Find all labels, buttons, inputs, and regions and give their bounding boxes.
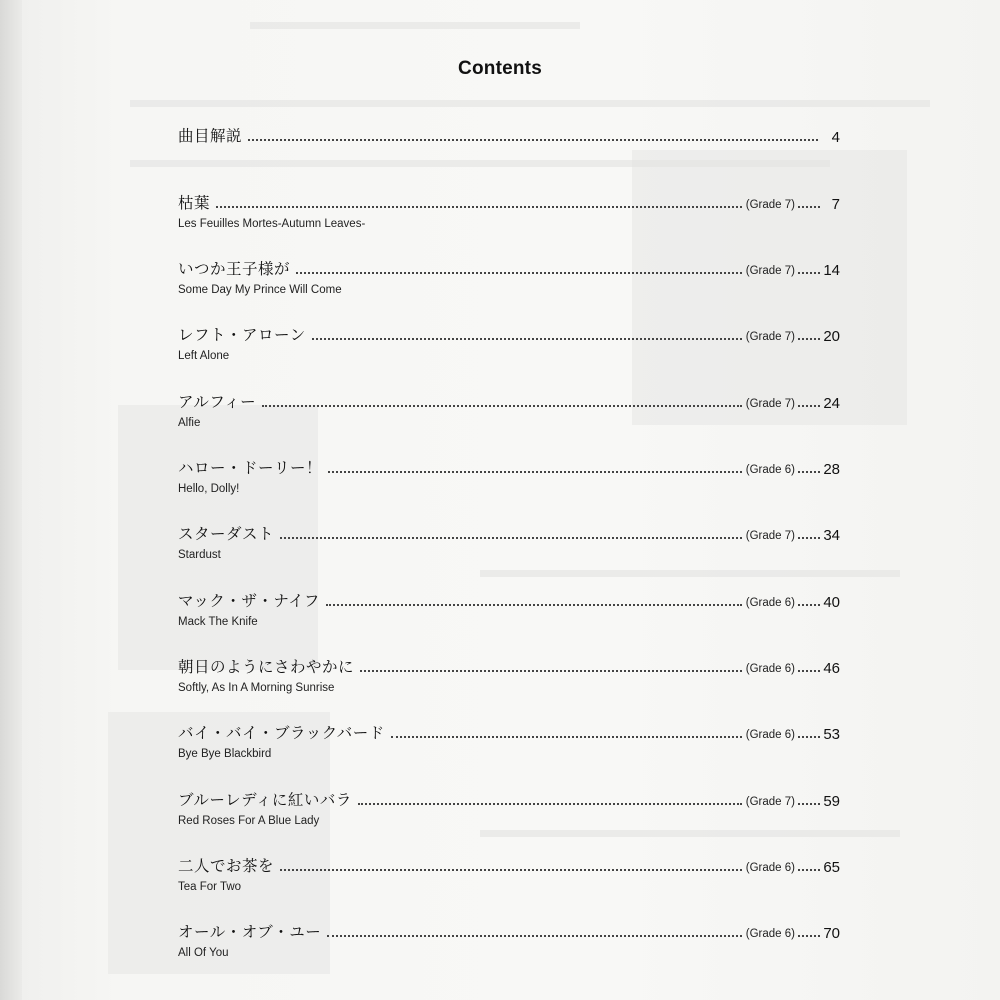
dot-leader [798,670,820,672]
dot-leader [280,869,742,871]
toc-entry [178,520,840,570]
toc-entry [178,918,840,968]
toc-entry-page-number: 53 [823,726,840,743]
toc-entry-grade: (Grade 6) [745,729,795,741]
toc-entry-grade: (Grade 7) [745,398,795,410]
dot-leader [358,803,742,805]
toc-entry-grade: (Grade 6) [745,862,795,874]
dot-leader [328,471,742,473]
toc-entry-japanese-title: マック・ザ・ナイフ [178,592,320,610]
toc-entry-row [178,255,840,279]
dot-leader [798,272,820,274]
dot-leader [326,604,742,606]
toc-entry-row [178,786,840,810]
toc-entry [178,189,840,239]
toc-entry-grade: (Grade 7) [745,331,795,343]
toc-entry-row [178,520,840,544]
toc-entry-english-title: Softly, As In A Morning Sunrise [178,682,335,694]
toc-entry-english-title: Left Alone [178,350,230,362]
dot-leader [391,736,742,738]
dot-leader [798,869,820,871]
toc-entry-japanese-title: アルフィー [178,393,257,411]
toc-entry-page-number: 40 [823,594,840,611]
toc-entry-page-number: 24 [823,395,840,412]
toc-entry-japanese-title: オール・オブ・ユー [178,923,322,941]
toc-entry-grade: (Grade 7) [745,199,795,211]
dot-leader [798,803,820,805]
toc-entry-english-title: Les Feuilles Mortes-Autumn Leaves- [178,218,366,230]
toc-entry-grade: (Grade 7) [745,530,795,542]
toc-entry-row [178,321,840,345]
dot-leader [327,935,742,937]
toc-entry-english-title: Tea For Two [178,881,242,893]
dot-leader [798,338,820,340]
dot-leader [798,736,820,738]
dot-leader [798,471,820,473]
dot-leader [280,537,742,539]
toc-entry-english-title: Alfie [178,417,201,429]
toc-entry-row [178,653,840,677]
toc-entry [178,786,840,836]
toc-entry-english-title: Hello, Dolly! [178,483,240,495]
show-through-text [130,100,930,107]
toc-entry-page-number: 59 [823,793,840,810]
toc-entry-japanese-title: 朝日のようにさわやかに [178,658,355,676]
toc-entry-row [178,587,840,611]
toc-entry-english-title: Stardust [178,549,221,561]
dot-leader [262,405,742,407]
toc-entry-page-number: 65 [823,859,840,876]
dot-leader [798,935,820,937]
toc-entry-page-number: 14 [823,262,840,279]
toc-entry-english-title: Bye Bye Blackbird [178,748,272,760]
toc-entry-page-number: 46 [823,660,840,677]
toc-entry-row [178,388,840,412]
toc-entry-japanese-title: ハロー・ドーリー！ [178,459,323,477]
page-title: Contents [458,58,542,79]
toc-entry [178,852,840,902]
toc-entry-japanese-title: いつか王子様が [178,260,291,278]
toc-entry-japanese-title: 二人でお茶を [178,857,275,875]
show-through-text [250,22,580,29]
toc-entry-english-title: Mack The Knife [178,616,258,628]
dot-leader [216,206,742,208]
toc-entry-grade: (Grade 7) [745,796,795,808]
toc-entry-row [178,454,840,478]
toc-entry-row [178,719,840,743]
toc-entry [178,321,840,371]
toc-entry-japanese-title: スターダスト [178,525,275,543]
toc-entry [178,587,840,637]
show-through-text [480,570,900,577]
dot-leader [798,405,820,407]
toc-entry-page-number: 7 [831,196,840,213]
dot-leader [296,272,742,274]
dot-leader [360,670,742,672]
toc-entry [178,719,840,769]
toc-entry [178,122,840,172]
toc-entry-row [178,852,840,876]
dot-leader [248,139,818,141]
toc-entry-english-title: Red Roses For A Blue Lady [178,815,320,827]
toc-entry-japanese-title: 曲目解説 [178,127,243,145]
toc-entry-japanese-title: レフト・アローン [178,326,306,344]
dot-leader [798,537,820,539]
toc-entry [178,388,840,438]
toc-entry-row [178,189,840,213]
toc-entry-grade: (Grade 6) [745,663,795,675]
toc-entry-grade: (Grade 6) [745,597,795,609]
dot-leader [798,604,820,606]
toc-entry-page-number: 34 [823,527,840,544]
toc-entry-english-title: All Of You [178,947,229,959]
toc-entry-japanese-title: 枯葉 [178,194,211,212]
page-spine-shadow [0,0,22,1000]
toc-entry-japanese-title: バイ・バイ・ブラックバード [178,724,385,742]
toc-entry-grade: (Grade 7) [745,265,795,277]
dot-leader [798,206,820,208]
toc-entry-row [178,918,840,942]
toc-entry [178,255,840,305]
toc-entry [178,454,840,504]
toc-entry-japanese-title: ブルーレディに紅いバラ [178,791,352,809]
toc-entry-page-number: 4 [831,129,840,146]
dot-leader [312,338,742,340]
toc-entry [178,653,840,703]
toc-entry-page-number: 70 [823,925,840,942]
toc-entry-grade: (Grade 6) [745,928,795,940]
toc-entry-row [178,122,840,146]
toc-entry-english-title: Some Day My Prince Will Come [178,284,342,296]
toc-entry-grade: (Grade 6) [745,464,795,476]
toc-entry-page-number: 20 [823,328,840,345]
toc-entry-page-number: 28 [823,461,840,478]
